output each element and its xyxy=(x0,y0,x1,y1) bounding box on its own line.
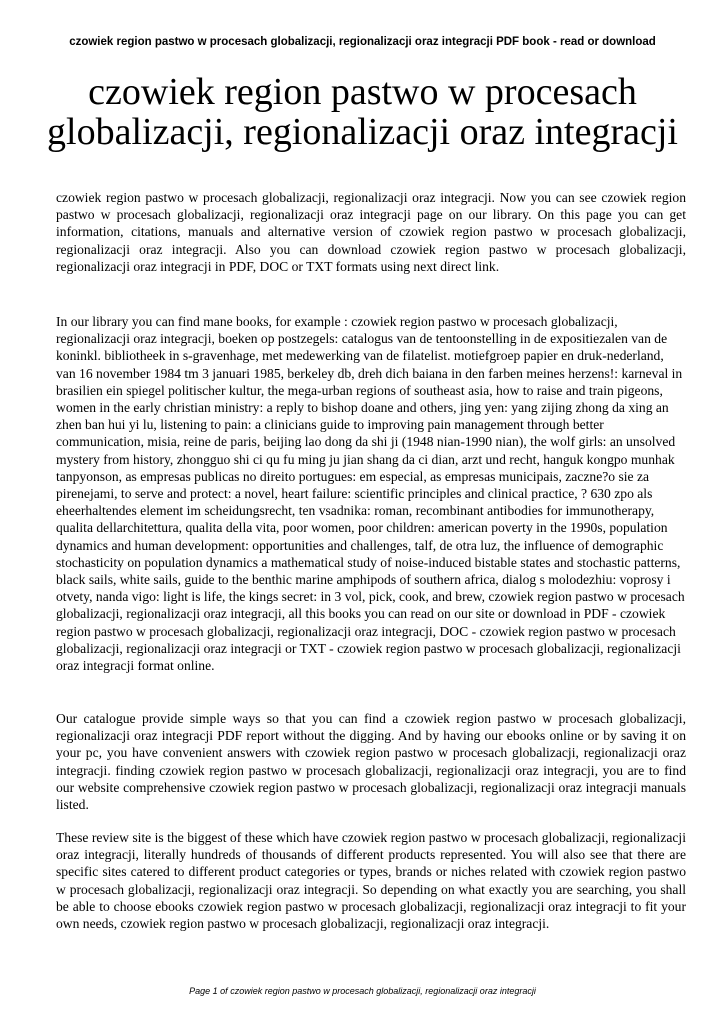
catalogue-paragraph: Our catalogue provide simple ways so that you can find a czowiek region pastwo w procesach globalizacji, regionalizacji oraz integracji PDF report without the digging. And by having our ebooks online or by saving it on your pc, you have convenient answers with czowiek region pastwo w procesach globalizacji, regionalizacji oraz integracji. finding czowiek region pastwo w procesach globalizacji, regionalizacji oraz integracji, you are to find our website comprehensive czowiek region pastwo w procesach globalizacji, regionalizacji oraz integracji manuals listed. xyxy=(56,711,686,813)
intro-paragraph: czowiek region pastwo w procesach globalizacji, regionalizacji oraz integracji. Now you can see czowiek region pastwo w procesach globalizacji, regionalizacji oraz integracji page on our library. On this page you can get information, citations, manuals and alternative version of czowiek region pastwo w procesach globalizacji, regionalizacji oraz integracji. Also you can download czowiek region pastwo w procesach globalizacji, regionalizacji oraz integracji in PDF, DOC or TXT formats using next direct link. xyxy=(56,190,686,274)
document-title xyxy=(20,72,705,152)
page-header: czowiek region pastwo w procesach globalizacji, regionalizacji oraz integracji PDF book - read or download xyxy=(69,36,656,48)
book-list-paragraph: In our library you can find mane books, for example : czowiek region pastwo w procesach globalizacji, regionalizacji oraz integracji, boeken op postzegels: catalogus van de tentoonstelling in de expositiezalen van de koninkl. bibliotheek in s-gravenhage, met medewerking van de filatelist. motiefgroep papier en druk-nederland, van 16 november 1984 tm 3 januari 1985, berkeley db, dreh dich baiana in den farben meines herzens!: karneval in brasilien ein spiegel politischer kultur, the mega-urban regions of southeast asia, how to raise and train pigeons, women in the early christian ministry: a reply to bishop doane and others, jing yen: yang zijing zhong da xing an zhen ban hui yi lu, listening to pain: a clinicians guide to improving pain management through better communication, misia, reine de paris, beijing lao dong da shi ji (1948 nian-1990 nian), the wolf girls: an unsolved mystery from history, zhongguo shi ci qu fu ming ju jian shang da ci dian, arzt und recht, hanguk kongpo munhak tanpyonson, as empresas publicas no direito portugues: em especial, as empresas municipais, zaczne?o sie za pirenejami, to serve and protect: a novel, heart failure: scientific principles and clinical practice, ? 630 zpo als eheerhaltendes element im scheidungsrecht, ten vsadnika: roman, recombinant antibodies for immunotherapy, qualita dellarchitettura, qualita della vita, poor women, poor children: american poverty in the 1990s, population dynamics and human development: opportunities and challenges, talf, de otra luz, the influence of demographic stochasticity on population dynamics a mathematical study of noise-induced bistable states and stochastic patterns, black sails, white sails, guide to the benthic marine amphipods of southern africa, dialog s molodezhiu: voprosy i otvety, nanda vigo: light is life, the kings secret: in 3 vol, pick, cook, and brew, czowiek region pastwo w procesach globalizacji, regionalizacji oraz integracji, all this books you can read on our site or download in PDF - czowiek region pastwo w procesach globalizacji, regionalizacji oraz integracji, DOC - czowiek region pastwo w procesach globalizacji, regionalizacji oraz integracji or TXT - czowiek region pastwo w procesach globalizacji, regionalizacji oraz integracji format online. xyxy=(56,314,685,674)
page-footer: Page 1 of czowiek region pastwo w procesach globalizacji, regionalizacji oraz integracji xyxy=(189,986,536,996)
review-site-paragraph: These review site is the biggest of these which have czowiek region pastwo w procesach globalizacji, regionalizacji oraz integracji, literally hundreds of thousands of different products represented. You will also see that there are specific sites catered to different product categories or types, brands or niches related with czowiek region pastwo w procesach globalizacji, regionalizacji oraz integracji. So depending on what exactly you are searching, you shall be able to choose ebooks czowiek region pastwo w procesach globalizacji, regionalizacji oraz integracji to fit your own needs, czowiek region pastwo w procesach globalizacji, regionalizacji oraz integracji. xyxy=(56,830,686,932)
document-title-line-2: globalizacji, regionalizacji oraz integracji xyxy=(47,111,678,153)
document-title-line-1: czowiek region pastwo w procesach xyxy=(88,71,637,113)
